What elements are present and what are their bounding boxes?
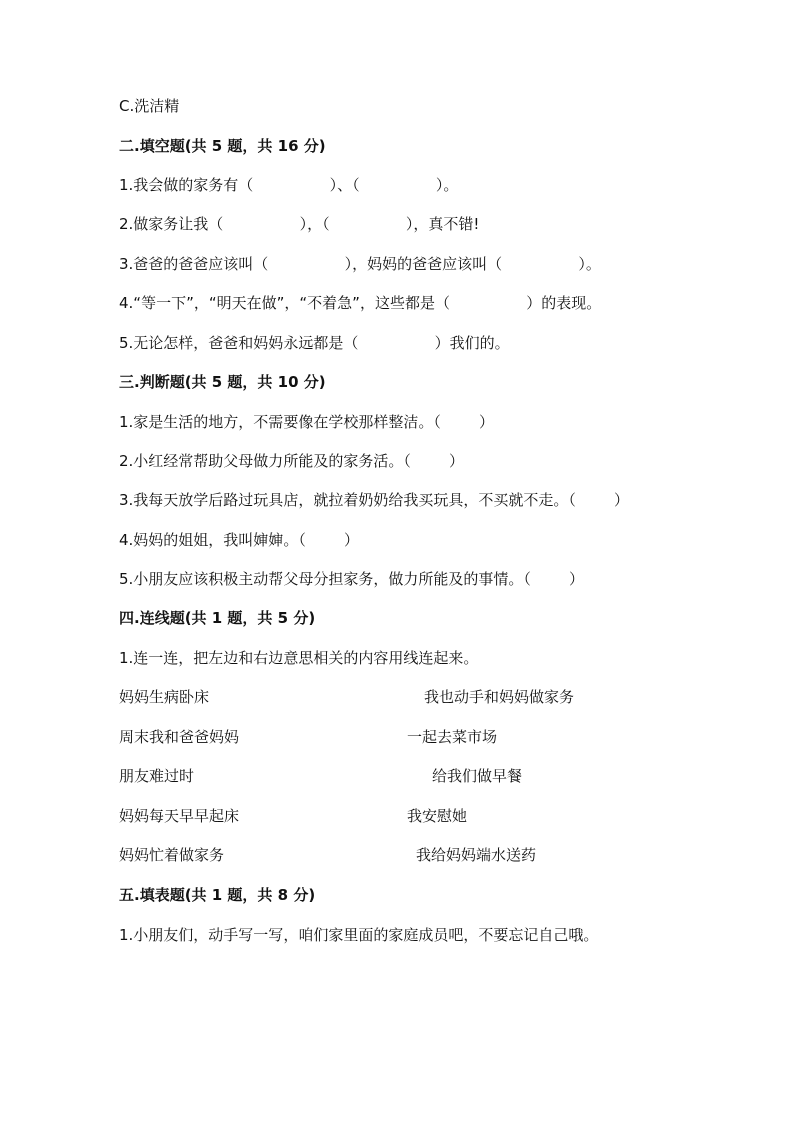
fill-question-3: 3.爸爸的爸爸应该叫（ ），妈妈的爸爸应该叫（ ）。 <box>119 255 601 273</box>
match-left-item: 妈妈忙着做家务 <box>119 846 225 864</box>
judge-question-5: 5.小朋友应该积极主动帮父母分担家务，做力所能及的事情。（ ） <box>119 570 584 588</box>
fill-question-1: 1.我会做的家务有（ ）、（ ）。 <box>119 176 459 194</box>
judge-question-3: 3.我每天放学后路过玩具店，就拉着奶奶给我买玩具，不买就不走。（ ） <box>119 491 629 509</box>
match-right-item: 我也动手和妈妈做家务 <box>424 688 575 706</box>
match-instruction: 1.连一连，把左边和右边意思相关的内容用线连起来。 <box>119 649 479 667</box>
section2-heading: 二.填空题(共 5 题，共 16 分) <box>119 137 326 155</box>
option-c: C.洗洁精 <box>119 97 180 115</box>
judge-question-1: 1.家是生活的地方，不需要像在学校那样整洁。（ ） <box>119 413 494 431</box>
match-left-item: 妈妈每天早早起床 <box>119 807 240 825</box>
match-left-item: 妈妈生病卧床 <box>119 688 210 706</box>
match-left-item: 周末我和爸爸妈妈 <box>119 728 240 746</box>
match-right-item: 给我们做早餐 <box>432 767 523 785</box>
fill-question-4: 4.“等一下”，“明天在做”，“不着急”，这些都是（ ）的表现。 <box>119 294 602 312</box>
judge-question-4: 4.妈妈的姐姐，我叫婶婶。（ ） <box>119 531 359 549</box>
fill-question-5: 5.无论怎样，爸爸和妈妈永远都是（ ）我们的。 <box>119 334 510 352</box>
fill-question-2: 2.做家务让我（ ），（ ），真不错! <box>119 215 480 233</box>
match-right-item: 一起去菜市场 <box>407 728 498 746</box>
match-right-item: 我安慰她 <box>407 807 468 825</box>
match-left-item: 朋友难过时 <box>119 767 195 785</box>
section5-heading: 五.填表题(共 1 题，共 8 分) <box>119 886 316 904</box>
match-right-item: 我给妈妈端水送药 <box>416 846 537 864</box>
section4-heading: 四.连线题(共 1 题，共 5 分) <box>119 609 316 627</box>
judge-question-2: 2.小红经常帮助父母做力所能及的家务活。（ ） <box>119 452 464 470</box>
table-question-1: 1.小朋友们，动手写一写，咱们家里面的家庭成员吧，不要忘记自己哦。 <box>119 926 599 944</box>
section3-heading: 三.判断题(共 5 题，共 10 分) <box>119 373 326 391</box>
